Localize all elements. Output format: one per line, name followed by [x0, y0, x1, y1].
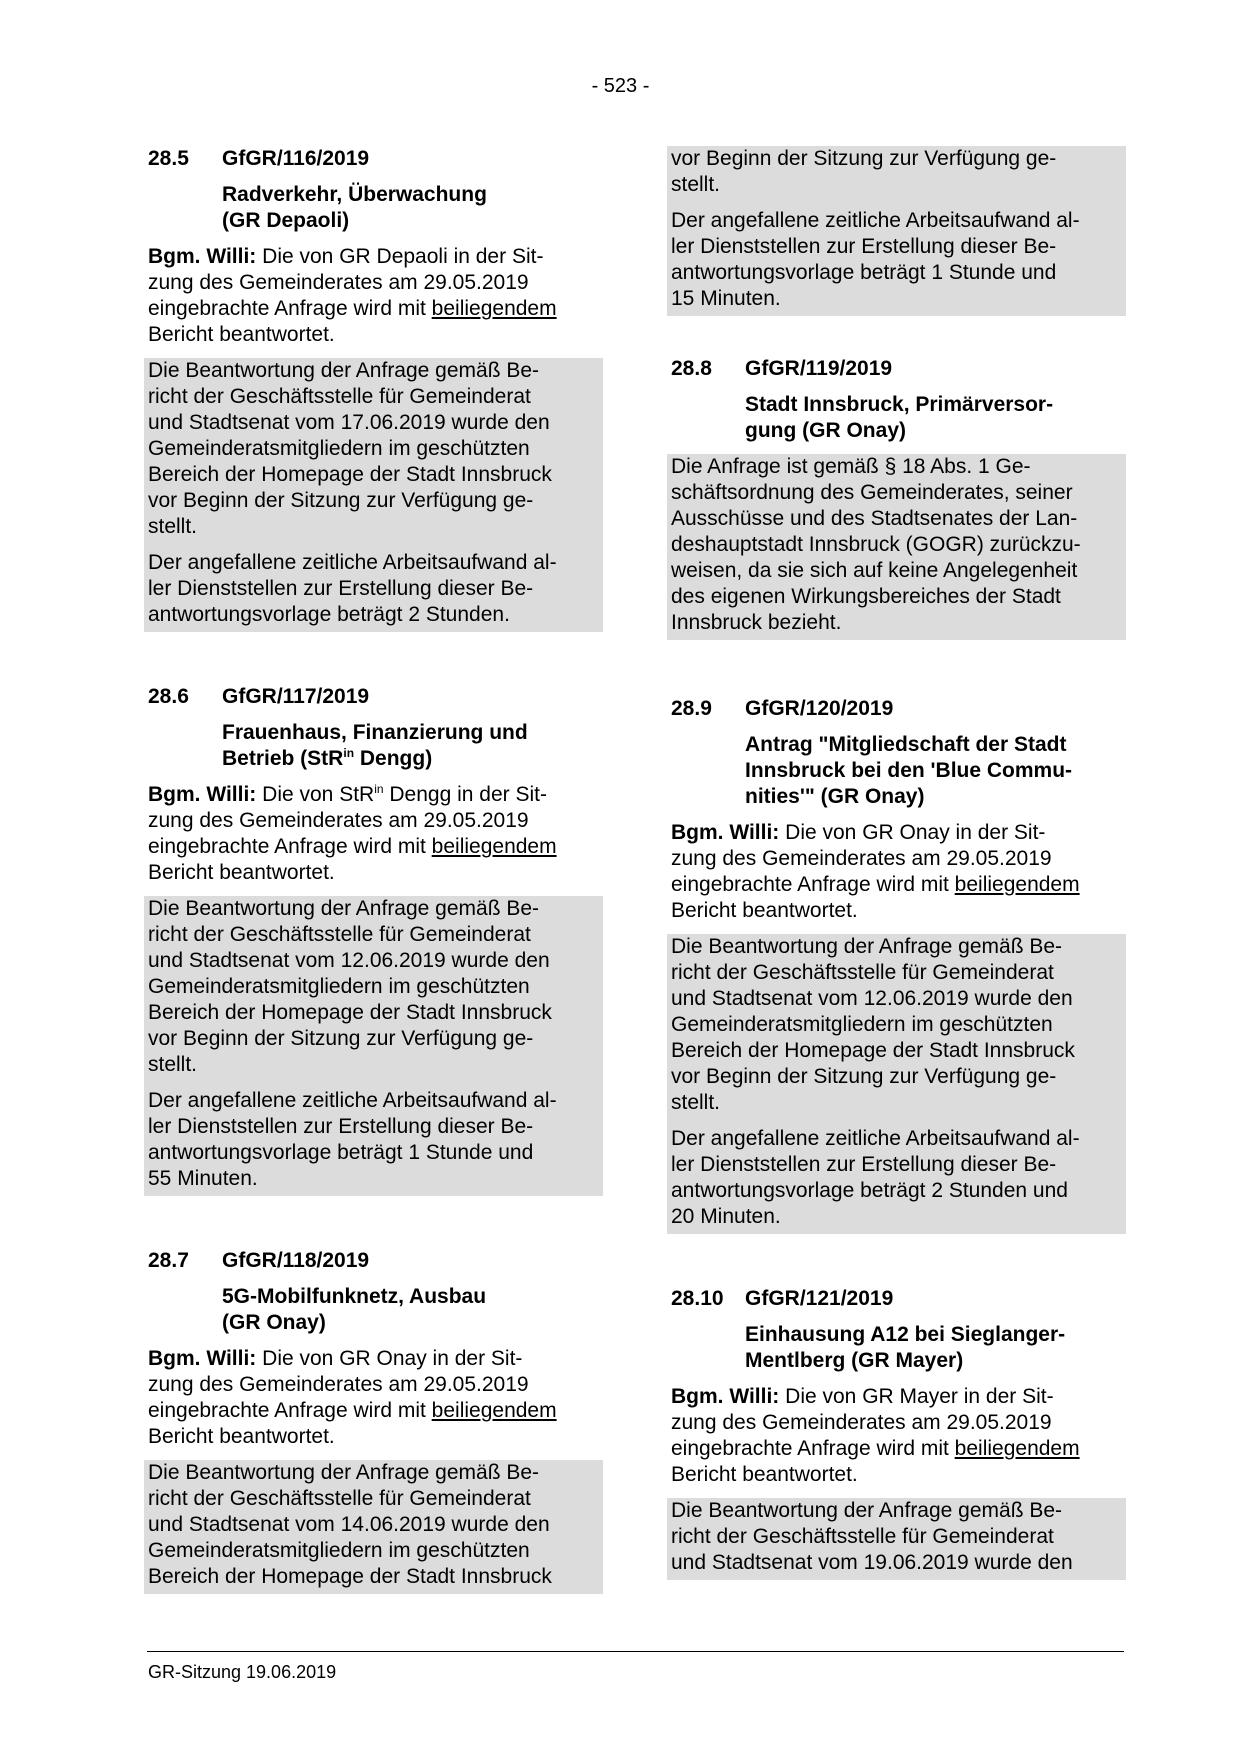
- agenda-item-28-7-continued: [670, 146, 1126, 316]
- item-subject: Einhausung A12 bei Sieglanger- Mentlberg (GR Mayer): [745, 1323, 1066, 1372]
- answer-box: Die Beantwortung der Anfrage gemäß Be- richt der Geschäftsstelle für Gemeinderat und Stadtsenat vom 17.06.2019 wurde den Gemeinderatsmitgliedern im geschützten Bereich der Homepage der Stadt Innsbruck vor Beginn der Sitzung zur Verfügung ge- stellt. Der angefallene zeitliche Arbeitsaufwand al- ler Dienststellen zur Erstellung dieser Be- antwortungsvorlage beträgt 2 Stunden.: [144, 358, 603, 632]
- item-subject: Stadt Innsbruck, Primärversor- gung (GR Onay): [745, 393, 1054, 442]
- footer-session-date: GR-Sitzung 19.06.2019: [148, 1662, 337, 1682]
- agenda-item-28-5: [147, 146, 603, 632]
- mayor-statement: Bgm. Willi: Die von GR Depaoli in der Sit- zung des Gemeinderates am 29.05.2019 eingebrachte Anfrage wird mit beiliegendem Bericht beantwortet.: [148, 245, 557, 346]
- answer-box: Die Beantwortung der Anfrage gemäß Be- richt der Geschäftsstelle für Gemeinderat und Stadtsenat vom 14.06.2019 wurde den Gemeinderatsmitgliedern im geschützten Bereich der Homepage der Stadt Innsbruck: [144, 1460, 603, 1594]
- agenda-item-28-10: [670, 1286, 1126, 1580]
- item-heading: 28.8 GfGR/119/2019: [671, 357, 893, 380]
- answer-box: Die Beantwortung der Anfrage gemäß Be- richt der Geschäftsstelle für Gemeinderat und Stadtsenat vom 19.06.2019 wurde den: [667, 1498, 1126, 1580]
- agenda-item-28-9: [670, 696, 1126, 1234]
- agenda-item-28-8: [670, 356, 1126, 640]
- mayor-statement: Bgm. Willi: Die von GR Mayer in der Sit- zung des Gemeinderates am 29.05.2019 eingebrachte Anfrage wird mit beiliegendem Bericht beantwortet.: [671, 1385, 1080, 1486]
- mayor-statement: Bgm. Willi: Die von GR Onay in der Sit- zung des Gemeinderates am 29.05.2019 eingebrachte Anfrage wird mit beiliegendem Bericht beantwortet.: [148, 1347, 557, 1448]
- mayor-statement: Bgm. Willi: Die von StR$^{in}$ Dengg in der Sit- zung des Gemeinderates am 29.05.2019 eingebrachte Anfrage wird mit beiliegendem Bericht beantwortet.: [148, 782, 557, 884]
- item-subject: Antrag "Mitgliedschaft der Stadt Innsbruck bei den 'Blue Commu- nities'" (GR Onay): [745, 733, 1073, 808]
- item-heading: 28.10 GfGR/121/2019: [671, 1287, 894, 1310]
- mayor-statement: Bgm. Willi: Die von GR Onay in der Sit- zung des Gemeinderates am 29.05.2019 eingebrachte Anfrage wird mit beiliegendem Bericht beantwortet.: [671, 821, 1080, 922]
- answer-box: vor Beginn der Sitzung zur Verfügung ge- stellt. Der angefallene zeitliche Arbeitsaufwand al- ler Dienststellen zur Erstellung dieser Be- antwortungsvorlage beträgt 1 Stunde und 15 Minuten.: [667, 146, 1126, 316]
- item-heading: 28.5 GfGR/116/2019: [148, 147, 370, 170]
- page-number: - 523 -: [591, 75, 650, 97]
- footer-divider: [147, 1651, 1124, 1652]
- answer-box: Die Beantwortung der Anfrage gemäß Be- richt der Geschäftsstelle für Gemeinderat und Stadtsenat vom 12.06.2019 wurde den Gemeinderatsmitgliedern im geschützten Bereich der Homepage der Stadt Innsbruck vor Beginn der Sitzung zur Verfügung ge- stellt. Der angefallene zeitliche Arbeitsaufwand al- ler Dienststellen zur Erstellung dieser Be- antwortungsvorlage beträgt 2 Stunden und 20 Minuten.: [667, 934, 1126, 1234]
- left-column: [147, 146, 603, 1646]
- item-subject: Radverkehr, Überwachung (GR Depaoli): [222, 183, 487, 232]
- item-heading: 28.7 GfGR/118/2019: [148, 1249, 370, 1272]
- item-heading: 28.9 GfGR/120/2019: [671, 697, 894, 720]
- agenda-item-28-6: [147, 684, 603, 1196]
- item-subject: 5G-Mobilfunknetz, Ausbau (GR Onay): [222, 1285, 487, 1334]
- agenda-item-28-7: [147, 1248, 603, 1594]
- item-subject: Frauenhaus, Finanzierung und Betrieb (StR$^{in}$ Dengg): [222, 721, 528, 770]
- item-heading: 28.6 GfGR/117/2019: [148, 685, 370, 708]
- right-column: [670, 146, 1126, 1632]
- answer-box: Die Beantwortung der Anfrage gemäß Be- richt der Geschäftsstelle für Gemeinderat und Stadtsenat vom 12.06.2019 wurde den Gemeinderatsmitgliedern im geschützten Bereich der Homepage der Stadt Innsbruck vor Beginn der Sitzung zur Verfügung ge- stellt. Der angefallene zeitliche Arbeitsaufwand al- ler Dienststellen zur Erstellung dieser Be- antwortungsvorlage beträgt 1 Stunde und 55 Minuten.: [144, 896, 603, 1196]
- rejection-box: Die Anfrage ist gemäß § 18 Abs. 1 Ge- schäftsordnung des Gemeinderates, seiner Ausschüsse und des Stadtsenates der Lan- deshauptstadt Innsbruck (GOGR) zurückzu- weisen, da sie sich auf keine Angelegenheit des eigenen Wirkungsbereiches der Stadt Innsbruck bezieht.: [667, 454, 1126, 640]
